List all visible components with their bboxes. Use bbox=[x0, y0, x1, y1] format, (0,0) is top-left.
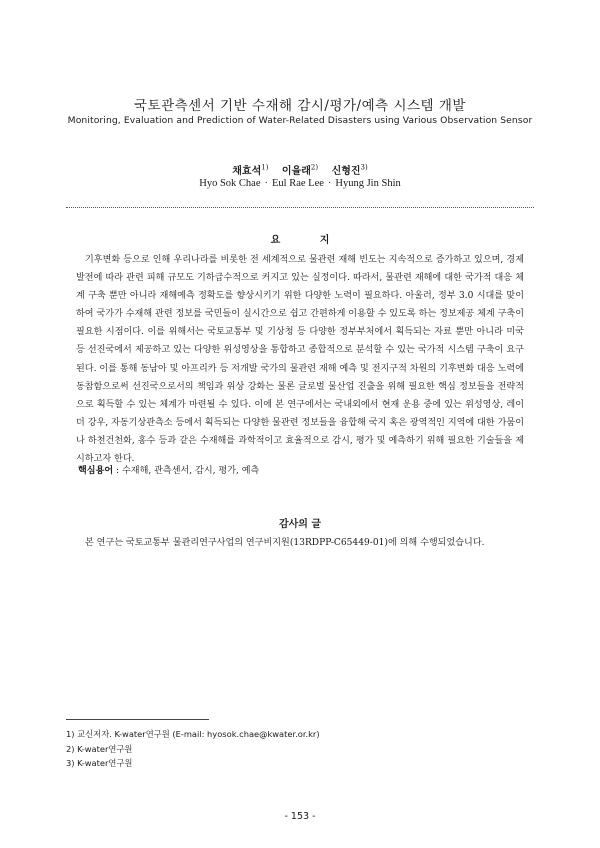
author-separator: · bbox=[327, 178, 332, 189]
author-affiliation-mark: 1) bbox=[261, 163, 269, 172]
abstract-heading: 요 지 bbox=[270, 235, 348, 246]
author-3 bbox=[331, 163, 368, 177]
abstract-body: 기후변화 등으로 인해 우리나라를 비롯한 전 세계적으로 물관련 재해 빈도는 지속적으로 증가하고 있으며, 경제발전에 따라 관련 피해 규모도 기하급수적으로 커지고 있는 실정이다. 따라서, 물관련 재해에 대한 국가적 대응 체계 구축 뿐만 아니라 재해예측 정확도를 향상시키기 위한 다양한 노력이 필요하다. 아울러, 정부 3.0 시대를 맞이하여 국가가 수재해 관련 정보를 국민들이 실시간으로 쉽고 간편하게 이용할 수 있도록 하는 정보제공 체계 구축이 필요한 시점이다. 이를 위해서는 국토교통부 및 기상청 등 다양한 정부부처에서 획득되는 자료 뿐만 아니라 미국 등 선진국에서 제공하고 있는 다양한 위성영상을 통합하고 종합적으로 분석할 수 있는 국가적 시스템 구축이 요구된다. 이를 통해 동남아 및 아프리카 등 저개발 국가의 물관련 재해 예측 및 전지구적 차원의 기후변화 대응 노력에 동참함으로써 선진국으로서의 책임과 위상 강화는 물론 글로벌 물산업 진출을 위해 필요한 핵심 정보들을 전략적으로 획득할 수 있는 체계가 마련될 수 있다. 이에 본 연구에서는 국내외에서 현재 운용 중에 있는 위성영상, 레이더 강우, 자동기상관측소 등에서 획득되는 다양한 물관련 정보들을 융합해 국지 혹은 광역적인 지역에 대한 가뭄이나 하천건천화, 홍수 등과 같은 수재해를 과학적이고 효율적으로 감시, 평가 및 예측하기 위해 필요한 기술들을 제시하고자 한다. bbox=[76, 255, 524, 465]
author-name: 이을래 bbox=[281, 166, 311, 177]
author-name: 신형진 bbox=[331, 166, 361, 177]
author-list-english bbox=[0, 178, 600, 189]
paper-title-korean: 국토관측센서 기반 수재해 감시/평가/예측 시스템 개발 bbox=[134, 98, 466, 114]
author-affiliation-mark: 3) bbox=[360, 163, 368, 172]
keywords-list: 수재해, 관측센서, 감시, 평가, 예측 bbox=[122, 466, 260, 476]
keywords-label: 핵심용어 bbox=[78, 466, 114, 476]
acknowledgement-body: 본 연구는 국토교통부 물관리연구사업의 연구비지원(13RDPP-C65449-01)에 의해 수행되었습니다. bbox=[85, 538, 485, 548]
author-separator: · bbox=[264, 178, 268, 189]
page-number: - 153 - bbox=[284, 811, 316, 822]
author-name: 채효석 bbox=[232, 166, 262, 177]
author-name-english: Hyo Sok Chae bbox=[199, 178, 261, 189]
author-name-english: Eul Rae Lee bbox=[272, 178, 324, 189]
author-list-korean bbox=[0, 162, 600, 177]
keywords bbox=[78, 463, 526, 476]
author-affiliation-mark: 2) bbox=[310, 163, 319, 172]
author-name-english: Hyung Jin Shin bbox=[335, 178, 401, 189]
footnote-2: 2) K-water연구원 bbox=[66, 743, 133, 754]
author-2 bbox=[281, 163, 319, 177]
footnote-1: 1) 교신저자. K-water연구원 (E-mail: hyosok.chae@kwater.or.kr) bbox=[66, 729, 320, 739]
keywords-separator: : bbox=[113, 466, 122, 476]
paper-title-english: Monitoring, Evaluation and Prediction of Water-Related Disasters using Various Observation Sensor bbox=[67, 115, 533, 126]
footnotes bbox=[66, 727, 536, 771]
acknowledgement-heading: 감사의 글 bbox=[278, 519, 322, 530]
author-1 bbox=[232, 163, 269, 177]
dotted-divider bbox=[66, 207, 534, 208]
footnote-3: 3) K-water연구원 bbox=[66, 758, 133, 769]
footnote-divider bbox=[66, 719, 209, 720]
